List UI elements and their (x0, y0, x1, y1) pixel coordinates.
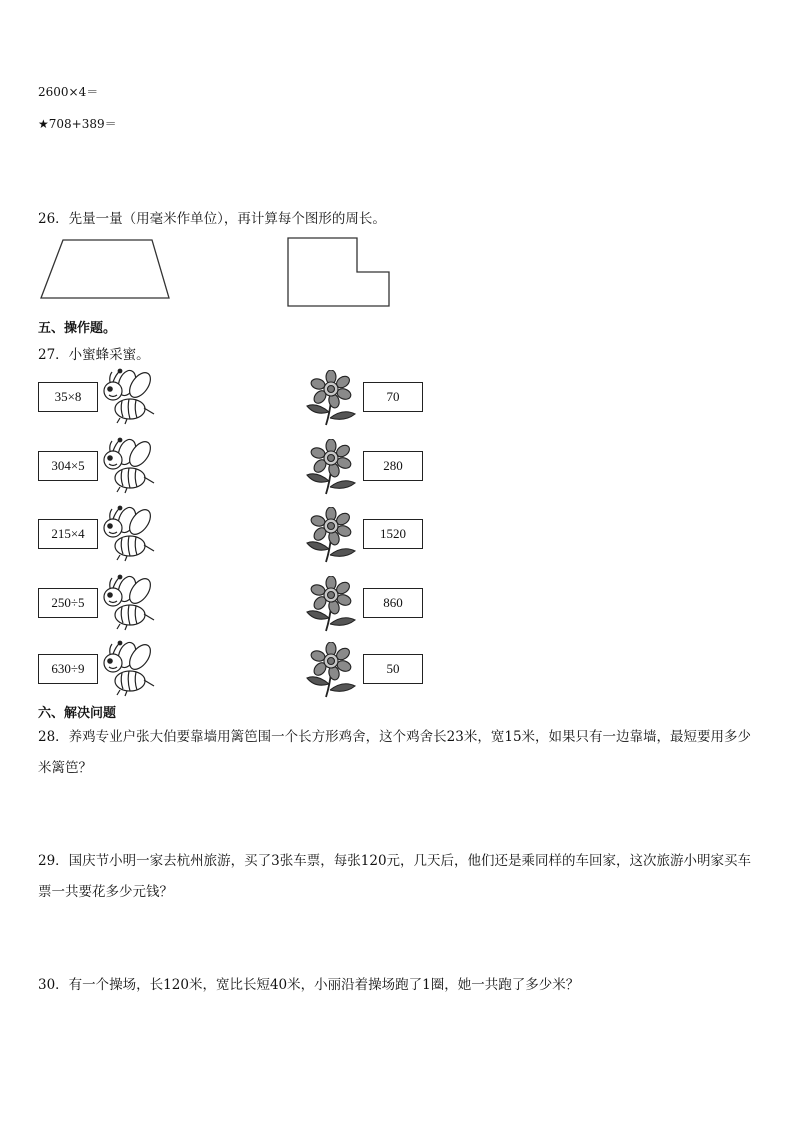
flower-value-box[interactable]: 1520 (363, 519, 423, 549)
bee-icon (100, 437, 158, 495)
bee-expression-box[interactable]: 250÷5 (38, 588, 98, 618)
flower-icon (305, 642, 357, 698)
bee-expression-box[interactable]: 304×5 (38, 451, 98, 481)
flower-value-box[interactable]: 50 (363, 654, 423, 684)
flower-value-box[interactable]: 860 (363, 588, 423, 618)
question-27: 27．小蜜蜂采蜜。 (38, 347, 150, 363)
bee-icon (100, 574, 158, 632)
section-6-heading: 六、解决问题 (38, 706, 117, 721)
flower-icon (305, 370, 357, 426)
bee-icon (100, 368, 158, 426)
trapezoid-figure (38, 236, 172, 302)
bee-expression-box[interactable]: 35×8 (38, 382, 98, 412)
flower-icon (305, 507, 357, 563)
calc-line-2: ★708+389＝ (38, 117, 117, 131)
flower-value-box[interactable]: 70 (363, 382, 423, 412)
question-30: 30．有一个操场，长120米，宽比长短40米，小丽沿着操场跑了1圈，她一共跑了多少米？ (38, 977, 580, 993)
section-5-heading: 五、操作题。 (38, 321, 117, 336)
bee-icon (100, 640, 158, 698)
flower-icon (305, 439, 357, 495)
bee-icon (100, 505, 158, 563)
bee-expression-box[interactable]: 630÷9 (38, 654, 98, 684)
notched-rectangle-figure (284, 234, 394, 310)
flower-icon (305, 576, 357, 632)
question-26: 26．先量一量（用毫米作单位），再计算每个图形的周长。 (38, 211, 386, 227)
calc-line-1: 2600×4＝ (38, 85, 99, 99)
question-29: 29．国庆节小明一家去杭州旅游，买了3张车票，每张120元，几天后，他们还是乘同样的车回家，这次旅游小明家买车票一共要花多少元钱？ (38, 853, 752, 900)
question-28: 28．养鸡专业户张大伯要靠墙用篱笆围一个长方形鸡舍，这个鸡舍长23米，宽15米，如果只有一边靠墙，最短要用多少米篱笆？ (38, 729, 752, 776)
bee-expression-box[interactable]: 215×4 (38, 519, 98, 549)
flower-value-box[interactable]: 280 (363, 451, 423, 481)
